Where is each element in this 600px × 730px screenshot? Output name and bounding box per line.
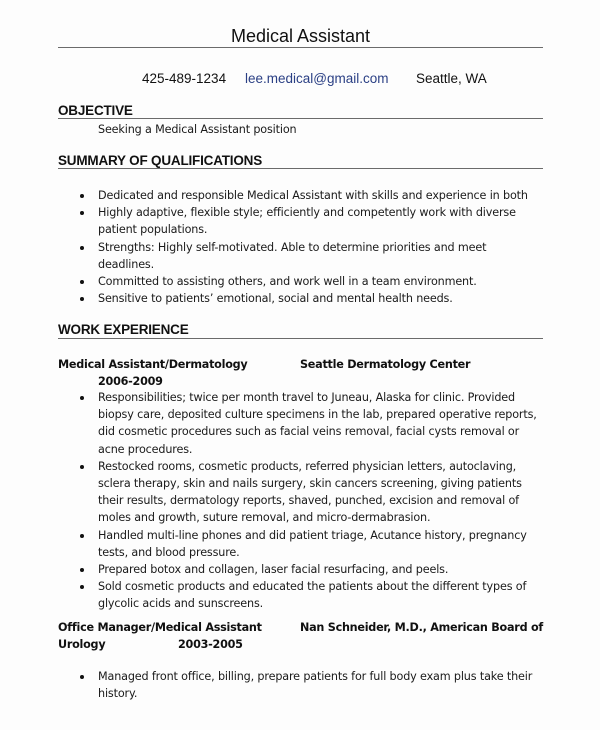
responsibility-item: Responsibilities; twice per month travel to Juneau, Alaska for clinic. Provided biopsy care, deposited culture specimens in the lab, prepared operative reports, did cosmetic procedures such as facial veins removal, facial cysts removal or acne procedures. — [98, 389, 538, 458]
qualification-item: Dedicated and responsible Medical Assistant with skills and experience in both — [98, 187, 538, 204]
job-responsibilities-list — [98, 668, 538, 702]
job-responsibilities-list — [98, 389, 538, 613]
bullet-icon — [80, 396, 84, 400]
responsibility-item: Handled multi-line phones and did patient triage, Acutance history, pregnancy tests, and blood pressure. — [98, 527, 538, 561]
responsibility-item: Sold cosmetic products and educated the patients about the different types of glycolic acids and sunscreens. — [98, 578, 538, 612]
job-employer: Nan Schneider, M.D., American Board of — [300, 621, 544, 634]
qualification-item: Committed to assisting others, and work well in a team environment. — [98, 273, 538, 290]
job-title: Office Manager/Medical Assistant — [58, 621, 262, 634]
qualification-item: Sensitive to patients’ emotional, social and mental health needs. — [98, 290, 538, 307]
experience-heading: WORK EXPERIENCE — [58, 322, 189, 337]
bullet-icon — [80, 465, 84, 469]
job-employer: Seattle Dermatology Center — [300, 358, 471, 371]
bullet-icon — [80, 280, 84, 284]
experience-divider — [58, 338, 543, 339]
contact-phone: 425-489-1234 — [142, 71, 227, 86]
objective-heading: OBJECTIVE — [58, 103, 133, 118]
qualifications-divider — [58, 168, 543, 169]
contact-email-link[interactable]: lee.medical@gmail.com — [245, 71, 389, 86]
responsibility-item: Restocked rooms, cosmetic products, referred physician letters, autoclaving, sclera therapy, skin and nails surgery, skin cancers screening, giving patients their results, dermatology reports, shaved, punched, excision and removal of moles and growth, suture removal, and micro-dermabrasion. — [98, 458, 538, 527]
qualifications-heading: SUMMARY OF QUALIFICATIONS — [58, 153, 262, 168]
responsibility-item: Prepared botox and collagen, laser facial resurfacing, and peels. — [98, 561, 538, 578]
job-dates: 2003-2005 — [178, 638, 243, 651]
resume-title: Medical Assistant — [230, 26, 371, 46]
job-employer-continued: Urology — [58, 638, 106, 651]
objective-divider — [58, 118, 543, 119]
qualification-item: Highly adaptive, flexible style; efficiently and competently work with diverse patient populations. — [98, 204, 538, 238]
bullet-icon — [80, 297, 84, 301]
bullet-icon — [80, 246, 84, 250]
bullet-icon — [80, 585, 84, 589]
job-title: Medical Assistant/Dermatology — [58, 358, 248, 371]
bullet-icon — [80, 568, 84, 572]
title-divider — [58, 47, 543, 48]
bullet-icon — [80, 534, 84, 538]
bullet-icon — [80, 194, 84, 198]
job-dates: 2006-2009 — [98, 375, 163, 388]
qualification-item: Strengths: Highly self-motivated. Able to determine priorities and meet deadlines. — [98, 239, 538, 273]
qualifications-list — [98, 187, 538, 307]
bullet-icon — [80, 211, 84, 215]
responsibility-item: Managed front office, billing, prepare patients for full body exam plus take their history. — [98, 668, 538, 702]
bullet-icon — [80, 675, 84, 679]
objective-text: Seeking a Medical Assistant position — [98, 123, 297, 136]
contact-location: Seattle, WA — [416, 71, 487, 86]
